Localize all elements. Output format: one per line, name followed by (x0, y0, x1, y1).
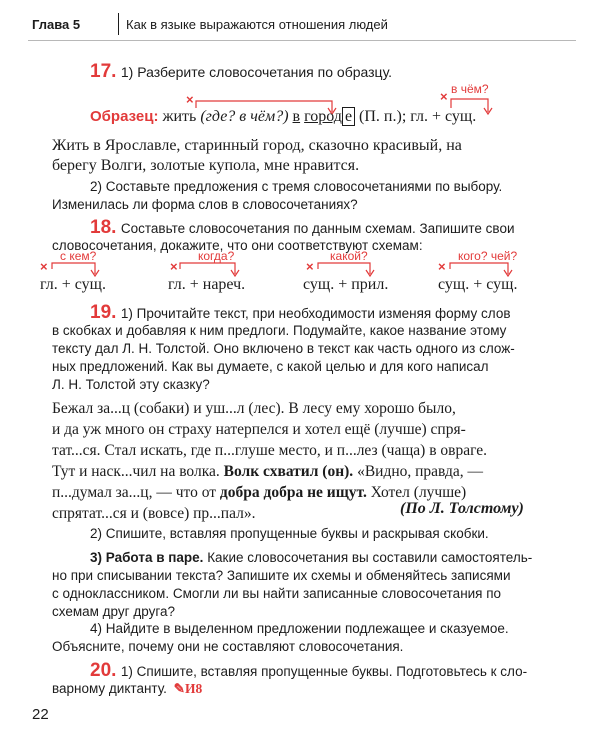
attribution: (По Л. Толстому) (400, 500, 524, 517)
exercise-19-task2: 2) Спишите, вставляя пропущенные буквы и раскрывая скобки. (90, 526, 489, 541)
exercise-19-task1: 19. 1) Прочитайте текст, при необходимости изменяя форму слов (90, 302, 511, 323)
highlighted-proverb: добра добра не ищут. (219, 484, 367, 501)
exercise-19-text: Бежал за...ц (собаки) и уш...л (лес). В лесу ему хорошо было, и да уж много он страху натерпелся и хотел ещё (лучше) спря- тат...ся. Стал искать, где п...глуше место, и п...лез (чаща) в овраге. Тут и наск...чил на волка. Волк схватил (он). «Видно, правда, — п...думал за...ц, — что от добра добра не ищут. Хотел (лучше) спрятат...ся и (вовсе) пр...пал». (52, 400, 487, 522)
dictionary-ref-mark: И8 (184, 681, 203, 696)
exercise-20-task: 20. 1) Спишите, вставляя пропущенные буквы. Подготовьтесь к сло- (90, 660, 528, 681)
exercise-17-sentence: Жить в Ярославле, старинный город, сказочно красивый, на берегу Волги, золотые купола, мне нравится. (52, 137, 462, 174)
exercise-19-task3: 3) Работа в паре. Какие словосочетания вы составили самостоятель- (90, 550, 533, 565)
scheme-1-x: × (40, 259, 48, 274)
exercise-19-task4: 4) Найдите в выделенном предложении подлежащее и сказуемое. (90, 621, 509, 636)
scheme-1-formula: гл. + сущ. (40, 276, 106, 293)
page-number: 22 (32, 706, 49, 723)
chapter-title: Как в языке выражаются отношения людей (126, 17, 388, 32)
highlighted-sentence: Волк схватил (он). (223, 463, 354, 480)
exercise-19-task4-line2: Объясните, почему они не составляют словосочетания. (52, 639, 404, 654)
scheme-4-formula: сущ. + сущ. (438, 276, 518, 293)
exercise-19-task1-rest: в скобках и добавляя к ним предлоги. Подумайте, какое название этому тексту дал Л. Н. Толстой. Оно включено в текст как часть одного из слож- ных предложений. Как вы думаете, с какой целью и для кого написал Л. Н. Толстой эту сказку? (52, 323, 515, 392)
exercise-18-task: 18. Составьте словосочетания по данным схемам. Запишите свои (90, 217, 515, 238)
scheme-2-x: × (170, 259, 178, 274)
exercise-19-task3-rest: но при списывании текста? Запишите их схемы и обменяйтесь записями с одноклассником. Смогли ли вы найти записанные словосочетания по схемам друг друга? (52, 568, 511, 619)
chapter-label: Глава 5 (32, 17, 81, 32)
exercise-20-task-line2: варному диктанту. ✎И8 (52, 681, 203, 696)
scheme-x-mark: × (440, 89, 448, 104)
scheme-3-formula: сущ. + прил. (303, 276, 389, 293)
sample-x-mark: × (186, 92, 194, 107)
exercise-17-task2: 2) Составьте предложения с тремя словосочетаниями по выбору. Изменилась ли форма слов в словосочетаниях? (52, 179, 503, 212)
scheme-1-question: с кем? (60, 249, 97, 263)
exercise-18-task-line2: словосочетания, докажите, что они соответствуют схемам: (52, 238, 423, 253)
scheme-4-question: кого? чей? (458, 249, 518, 263)
scheme-3-question: какой? (330, 249, 368, 263)
sample-scheme-question: в чём? (451, 82, 489, 96)
scheme-2-formula: гл. + нареч. (168, 276, 246, 293)
scheme-3-x: × (306, 259, 314, 274)
dictionary-ref-icon: ✎ (173, 681, 185, 696)
scheme-2-question: когда? (198, 249, 235, 263)
exercise-17-task1: 17. 1) Разберите словосочетания по образцу. (90, 61, 393, 82)
scheme-4-x: × (438, 259, 446, 274)
sample-line: Образец: жить (где? в чём?) в город е (П. п.); гл. + сущ. (90, 108, 477, 125)
